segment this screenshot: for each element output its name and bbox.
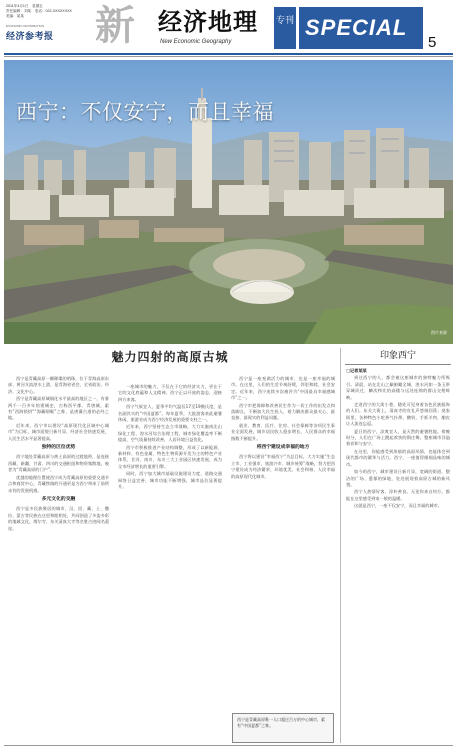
- paragraph: 西宁人热情好客、淳朴善良。无论你来自何方，都能在这里感受到家一般的温暖。: [346, 489, 450, 501]
- paragraph: 夏日的西宁，凉爽宜人，是天然的避暑胜地。傍晚时分，人们在广场上跳起欢快的锅庄舞，整座城市洋溢着祥和与安宁。: [346, 428, 450, 447]
- paragraph: 西宁是多民族聚居的城市，汉、回、藏、土、撒拉、蒙古等民族在这里和睦相处，共同创造了多姿多彩的地域文化。塔尔寺、东关清真大寺等名胜古迹闻名遐迩。: [8, 506, 109, 531]
- paragraph: 同时，西宁加大城市基础设施建设力度，道路交通网络日益完善，城市功能不断增强，城市品位显著提升。: [118, 471, 222, 490]
- section-heading: 独特的区位优势: [41, 445, 76, 451]
- paragraph: 西宁是青藏高原城镇化水平最高的地区之一，有着两千一百多年的建城史，古称西平郡、青唐城，素有“西海锁钥”“海藏咽喉”之称，是唐蕃古道的必经之地。: [8, 396, 109, 421]
- section-heading: 多元文化的交融: [41, 496, 76, 502]
- byline: □记者某某: [346, 368, 367, 373]
- meta-line-date: 2011年4月1日 星期五: [6, 4, 43, 8]
- paragraph: 西宁市积极推进产业结构调整，形成了以新能源、新材料、有色金属、特色生物资源开发为主的特色产业体系。甘河、南川、东川三大工业园区快速发展，成为全市经济增长的重要引擎。: [118, 444, 222, 469]
- paragraph: 这就是西宁，一座不仅安宁，而且幸福的城市。: [354, 503, 442, 509]
- paragraph: 西宁是青藏高原一颗璀璨的明珠，位于青海高原东部、黄河支流湟水上游，是青海省省会，全省政治、经济、文化中心。: [8, 376, 109, 394]
- paragraph: 西宁气候宜人，夏季平均气温仅17至19摄氏度，是名副其实的“中国夏都”。每年夏季，大批游客来此避暑休闲，旅游业成为西宁经济发展的重要支柱之一。: [118, 404, 222, 423]
- paragraph: 在这里，你能感受到浓郁的高原风情，也能体会到现代都市的繁华与活力。西宁，一座值得细细品味的城市。: [346, 448, 450, 467]
- bottom-rule: [4, 745, 453, 746]
- photo-headline: 西宁：不仅安宁，而且幸福: [16, 100, 274, 124]
- paragraph: 优越的地理位置使西宁成为青藏高原的重要交通节点和商贸中心，青藏铁路的开通更是为西宁带来了前所未有的发展机遇。: [8, 474, 109, 493]
- paragraph: 就业、教育、医疗、住房、社会保障等各项民生事业全面发展，城乡居民收入稳步增长，人民群众的幸福指数不断提升。: [231, 422, 335, 441]
- page-number: 5: [428, 34, 437, 51]
- article-column-1: [8, 376, 109, 743]
- article-column-4: [346, 368, 450, 735]
- meta-line-editor: 责任编辑：刘某 电话：022-XXXXXXXX: [6, 9, 72, 13]
- masthead-meta: [6, 4, 96, 19]
- paragraph: 西宁将以建设“幸福西宁”为总目标，大力实施“生态立市、工业强市、旅游兴市、城乡统筹”战略，努力把西宁建设成为经济繁荣、环境优美、社会和谐、人民幸福的高原现代化城市。: [231, 454, 335, 479]
- paragraph: 如今的西宁，城市建设日新月异，宽阔的街道、整洁的广场、葱郁的绿地，处处展现着高原古城的新风貌。: [346, 469, 450, 487]
- article-left-title: 魅力四射的高原古城: [111, 350, 229, 364]
- article-right-title: 印象西宁: [379, 351, 416, 361]
- paragraph: 近年来，西宁市以建设“高原现代化区域中心城市”为目标，城市面貌日新月异，经济社会快速发展，人民生活水平显著提高。: [8, 422, 109, 441]
- paragraph: 西宁市把保障和改善民生作为一切工作的出发点和落脚点，不断加大民生投入，着力解决群众最关心、最直接、最现实的利益问题。: [231, 402, 335, 421]
- article-column-2: [118, 384, 222, 749]
- paragraph: 西宁地处青藏高原与黄土高原的过渡地带，是连接西藏、新疆、甘肃、四川的交通枢纽和物资集散地，被誉为“青藏高原的门户”。: [8, 454, 109, 473]
- paragraph: 到过西宁的人，都会被这座城市的独特魅力所吸引。清晨，站在北山之巅俯瞰全城，湟水河如一条玉带穿城而过，鳞次栉比的高楼与远处连绵的群山交相辉映。: [346, 375, 450, 400]
- meta-line-design: 美编：某某: [6, 14, 24, 18]
- info-box: 西宁是青藏高原唯一人口超过百万的中心城市，素有“中国夏都”之称。: [232, 713, 334, 743]
- paragraph: 走进西宁的大街小巷，随处可见身着各色民族服饰的人们。东关大街上，清真寺的宣礼声悠扬回荡；莫家街里，各种特色小吃香气扑鼻，酸奶、手抓羊肉、酿皮让人流连忘返。: [346, 402, 450, 427]
- paragraph: 一座城市的魅力，不仅在于它的经济实力，更在于它的文化底蕴和人文精神。西宁正以开放的姿态，迎接四方来客。: [118, 384, 222, 402]
- paragraph: 近年来，西宁坚持生态立市战略，大力实施南北山绿化工程、湟水河综合治理工程，城市绿化覆盖率不断提高，空气质量持续改善，人居环境日益优化。: [118, 424, 222, 443]
- section-title: 经济地理: [158, 8, 258, 36]
- big-character: 新: [95, 2, 135, 49]
- header-rule-thin: [4, 56, 453, 57]
- section-heading: 将西宁建设成幸福的地方: [256, 445, 310, 451]
- special-banner: SPECIAL: [299, 7, 423, 49]
- header-rule: [4, 53, 453, 55]
- section-title-en: New Economic Geography: [160, 39, 232, 45]
- photo-credit: 图片来源: [431, 330, 447, 335]
- column-divider: [340, 348, 341, 743]
- zhuankan-badge: 专刊: [274, 7, 296, 49]
- article-column-3: [231, 376, 335, 743]
- paper-logo-sub: ECONOMIC INFORMATION: [6, 24, 45, 28]
- right-title-rule: [345, 364, 451, 365]
- paper-logo: 经济参考报: [6, 32, 54, 42]
- paragraph: 西宁是一座充满活力的城市，也是一座幸福的城市。在这里，人们的生活节奏舒缓，邻里和睦，社会安定。近年来，西宁连续多次被评为“中国最具幸福感城市”之一。: [231, 376, 335, 401]
